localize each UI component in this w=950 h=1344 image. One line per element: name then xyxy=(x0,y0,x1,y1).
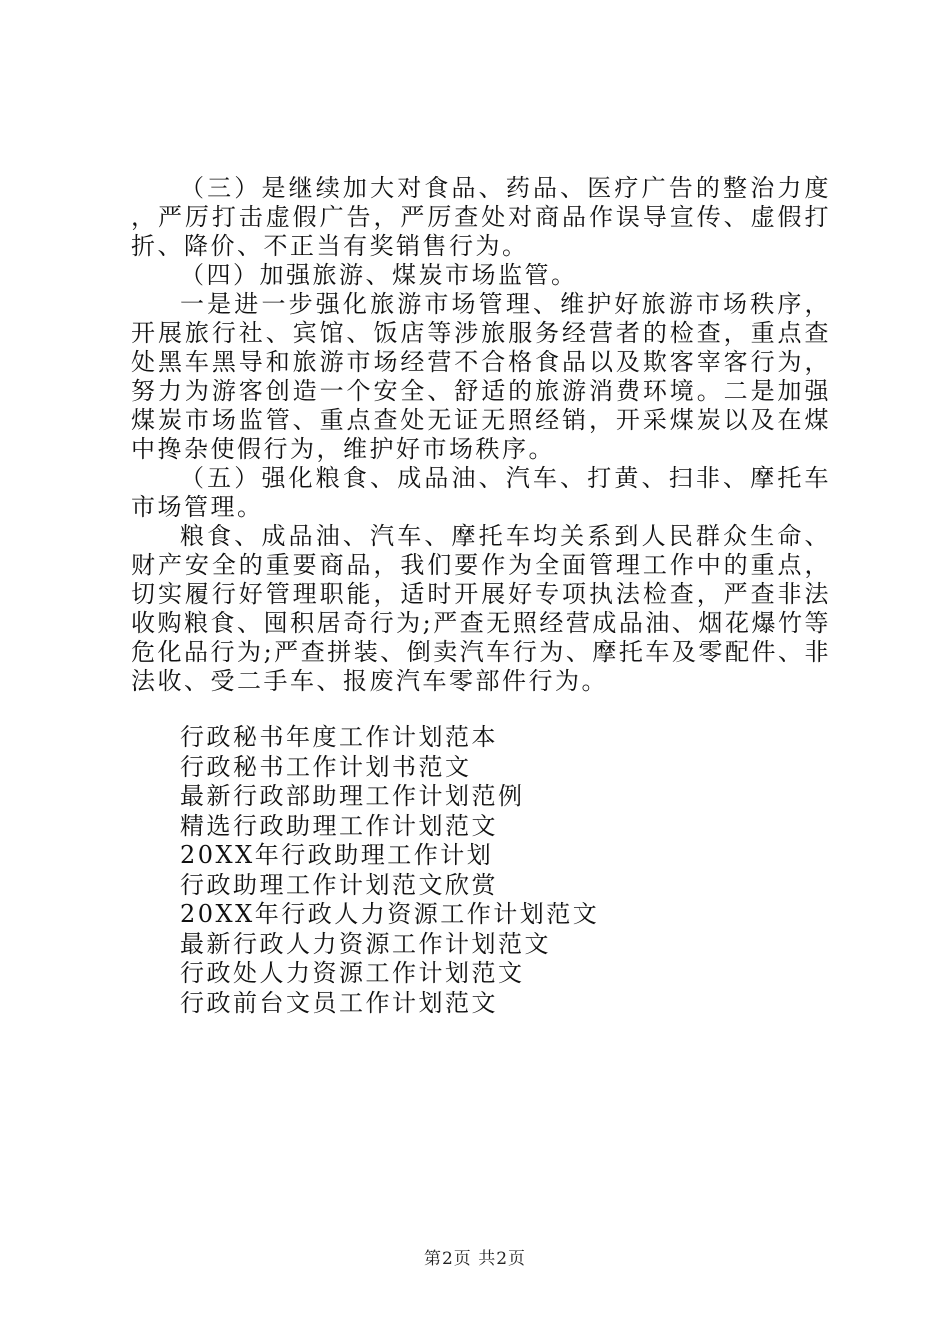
related-link[interactable]: 20XX年行政助理工作计划 xyxy=(180,841,494,869)
related-link[interactable]: 最新行政人力资源工作计划范文 xyxy=(180,929,551,958)
paragraph-section-5-body: 粮食、成品油、汽车、摩托车均关系到人民群众生命、财产安全的重要商品，我们要作为全面管理工作中的重点，切实履行好管理职能，适时开展好专项执法检查，严查非法收购粮食、囤积居奇行为;严查无照经营成品油、烟花爆竹等危化品行为;严查拼装、倒卖汽车行为、摩托车及零配件、非法收、受二手车、报废汽车零部件行为。 xyxy=(131,522,831,695)
related-link[interactable]: 行政助理工作计划范文欣赏 xyxy=(180,870,498,899)
body-text xyxy=(131,174,831,696)
related-link[interactable]: 行政秘书年度工作计划范本 xyxy=(180,723,498,751)
related-link[interactable]: 最新行政部助理工作计划范例 xyxy=(180,782,525,810)
paragraph-section-4-heading: （四）加强旅游、煤炭市场监管。 xyxy=(180,261,578,289)
related-link[interactable]: 20XX年行政人力资源工作计划范文 xyxy=(180,900,600,928)
page-footer: 第2页 共2页 xyxy=(423,1249,527,1269)
related-link[interactable]: 行政前台文员工作计划范文 xyxy=(180,988,498,1017)
paragraph-section-3: （三）是继续加大对食品、药品、医疗广告的整治力度，严厉打击虚假广告，严厉查处对商品作误导宣传、虚假打折、降价、不正当有奖销售行为。 xyxy=(131,174,831,260)
related-link[interactable]: 精选行政助理工作计划范文 xyxy=(180,811,498,840)
related-links-list xyxy=(180,723,599,1018)
paragraph-section-5-heading: （五）强化粮食、成品油、汽车、打黄、扫非、摩托车市场管理。 xyxy=(131,464,831,521)
related-link[interactable]: 行政秘书工作计划书范文 xyxy=(180,752,472,781)
related-link[interactable]: 行政处人力资源工作计划范文 xyxy=(180,959,525,987)
paragraph-section-4-body: 一是进一步强化旅游市场管理、维护好旅游市场秩序，开展旅行社、宾馆、饭店等涉旅服务经营者的检查，重点查处黑车黑导和旅游市场经营不合格食品以及欺客宰客行为，努力为游客创造一个安全、舒适的旅游消费环境。二是加强煤炭市场监管、重点查处无证无照经销，开采煤炭以及在煤中搀杂使假行为，维护好市场秩序。 xyxy=(131,290,831,463)
